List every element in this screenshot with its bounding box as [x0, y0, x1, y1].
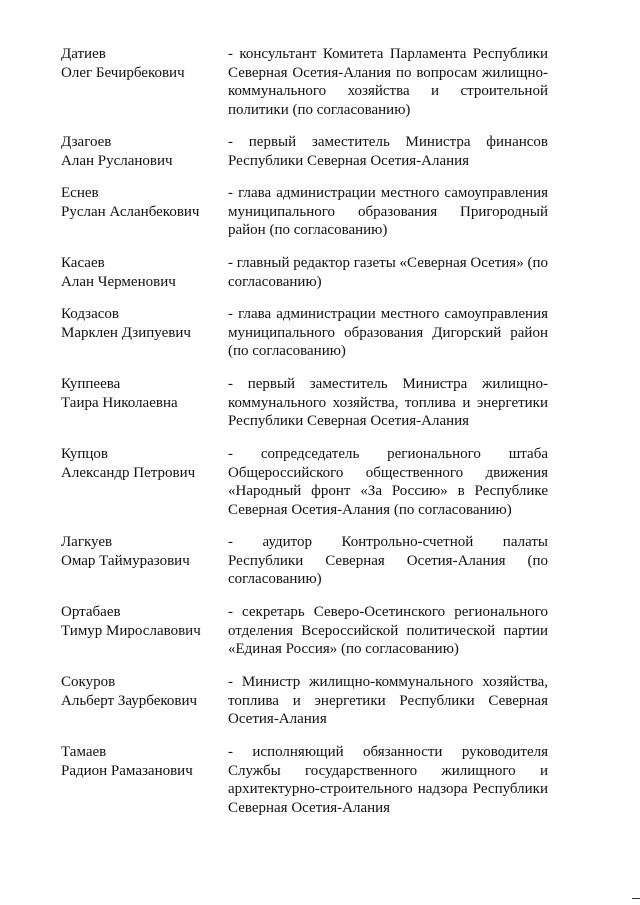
position-line: архитектурно-строительного надзора Республики	[228, 781, 548, 797]
member-given-name: Таира Николаевна	[61, 394, 178, 411]
member-name	[61, 133, 226, 170]
position-line: - Министр жилищно-коммунального хозяйства,	[228, 674, 548, 690]
member-name	[61, 305, 226, 342]
position-line: - главный редактор газеты «Северная Осетия» (по	[228, 255, 548, 271]
position-line: Северная Осетия-Алания по вопросам жилищно-	[228, 64, 548, 81]
position-line: топлива и энергетики Республики Северная	[228, 692, 548, 709]
position-line: муниципального образования Пригородный	[228, 203, 548, 220]
member-given-name: Тимур Мирославович	[61, 622, 201, 639]
member-position	[228, 184, 548, 240]
member-position	[228, 133, 548, 170]
member-position	[228, 673, 548, 729]
member-name	[61, 445, 226, 482]
position-line: - первый заместитель Министра жилищно-	[228, 376, 548, 392]
member-position	[228, 254, 548, 291]
member-given-name: Руслан Асланбекович	[61, 203, 200, 220]
scan-edge-mark	[632, 898, 640, 899]
position-line: - первый заместитель Министра финансов	[228, 134, 548, 150]
member-given-name: Омар Таймуразович	[61, 552, 190, 569]
member-position	[228, 375, 548, 431]
member-surname: Лагкуев	[61, 534, 113, 550]
position-line: - аудитор Контрольно-счетной палаты	[228, 534, 548, 550]
member-position	[228, 445, 548, 519]
member-surname: Купцов	[61, 446, 109, 462]
member-surname: Тамаев	[61, 744, 107, 760]
position-line: - глава администрации местного самоуправления	[228, 306, 548, 322]
position-line: Общероссийского общественного движения	[228, 464, 548, 481]
position-line: Северная Осетия-Алания (по согласованию)	[228, 501, 512, 518]
member-name	[61, 184, 226, 221]
position-line: Северная Осетия-Алания	[228, 799, 391, 816]
position-line: - консультант Комитета Парламента Республики	[228, 46, 548, 62]
member-name	[61, 603, 226, 640]
position-line: (по согласованию)	[228, 343, 346, 359]
member-given-name: Алан Черменович	[61, 273, 176, 290]
position-line: муниципального образования Дигорский район	[228, 324, 548, 341]
member-position	[228, 533, 548, 589]
member-given-name: Алан Русланович	[61, 152, 173, 169]
member-name	[61, 45, 226, 82]
position-line: согласованию)	[228, 571, 322, 587]
member-given-name: Радион Рамазанович	[61, 762, 193, 779]
member-surname: Еснев	[61, 185, 99, 201]
member-name	[61, 375, 226, 412]
member-name	[61, 673, 226, 710]
position-line: коммунального хозяйства и строительной	[228, 83, 548, 99]
position-line: - сопредседатель регионального штаба	[228, 446, 548, 462]
member-surname: Датиев	[61, 46, 106, 62]
member-position	[228, 305, 548, 361]
position-line: «Единая Россия» (по согласованию)	[228, 641, 459, 657]
member-position	[228, 603, 548, 659]
position-line: Республики Северная Осетия-Алания	[228, 413, 470, 429]
position-line: коммунального хозяйства, топлива и энергетики	[228, 394, 548, 411]
position-line: Осетия-Алания	[228, 711, 327, 727]
member-given-name: Александр Петрович	[61, 464, 196, 481]
member-position	[228, 45, 548, 119]
member-given-name: Олег Бечирбекович	[61, 64, 185, 81]
position-line: согласованию)	[228, 273, 322, 290]
position-line: - секретарь Северо-Осетинского регионального	[228, 604, 548, 620]
member-surname: Кодзасов	[61, 306, 119, 322]
member-given-name: Марклен Дзипуевич	[61, 324, 191, 341]
member-surname: Касаев	[61, 255, 105, 271]
member-given-name: Альберт Заурбекович	[61, 692, 198, 709]
position-line: район (по согласованию)	[228, 222, 388, 238]
position-line: Службы государственного жилищного и	[228, 762, 548, 779]
position-line: «Народный фронт «За Россию» в Республике	[228, 483, 548, 499]
member-surname: Ортабаев	[61, 604, 121, 620]
member-name	[61, 254, 226, 291]
member-name	[61, 743, 226, 780]
position-line: - исполняющий обязанности руководителя	[228, 744, 548, 760]
member-surname: Дзагоев	[61, 134, 112, 150]
position-line: Республики Северная Осетия-Алания (по	[228, 552, 548, 569]
position-line: Республики Северная Осетия-Алания	[228, 152, 470, 169]
member-surname: Куппеева	[61, 376, 121, 392]
member-surname: Сокуров	[61, 674, 116, 690]
position-line: - глава администрации местного самоуправления	[228, 185, 548, 201]
member-position	[228, 743, 548, 817]
member-name	[61, 533, 226, 570]
position-line: отделения Всероссийской политической партии	[228, 622, 548, 639]
position-line: политики (по согласованию)	[228, 101, 411, 118]
